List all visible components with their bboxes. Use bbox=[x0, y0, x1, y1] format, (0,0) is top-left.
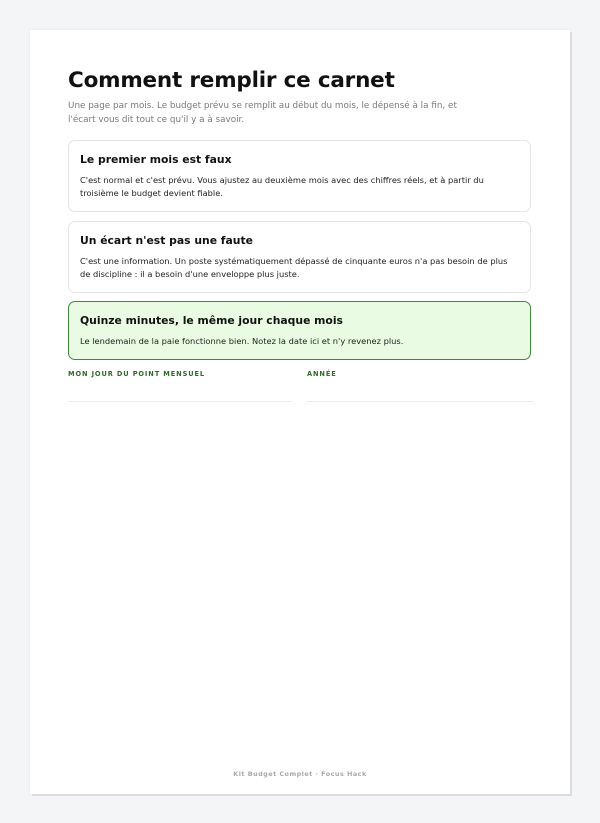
review-day-label: MON JOUR DU POINT MENSUEL bbox=[68, 370, 205, 378]
document-page bbox=[30, 30, 570, 794]
year-write-line[interactable] bbox=[307, 401, 533, 402]
tip-card-title: Le premier mois est faux bbox=[80, 153, 232, 166]
tip-card-title: Quinze minutes, le même jour chaque mois bbox=[80, 314, 343, 327]
review-day-write-line[interactable] bbox=[68, 401, 292, 402]
year-label: ANNÉE bbox=[307, 370, 337, 378]
tip-card-first-month bbox=[68, 140, 531, 212]
tip-card-monthly-review-highlight bbox=[68, 301, 531, 360]
tip-card-body: Le lendemain de la paie fonctionne bien. Notez la date ici et n'y revenez plus. bbox=[80, 336, 404, 346]
tip-card-gap-not-fault bbox=[68, 221, 531, 293]
page-title: Comment remplir ce carnet bbox=[68, 68, 395, 93]
tip-card-title: Un écart n'est pas une faute bbox=[80, 234, 253, 247]
tip-card-body: C'est normal et c'est prévu. Vous ajustez au deuxième mois avec des chiffres réels, et à partir du troisième le budget devient fiable. bbox=[80, 175, 484, 198]
tip-card-body: C'est une information. Un poste systématiquement dépassé de cinquante euros n'a pas besoin de plus de discipline : il a besoin d'une enveloppe plus juste. bbox=[80, 256, 508, 279]
intro-paragraph: Une page par mois. Le budget prévu se remplit au début du mois, le dépensé à la fin, et l'écart vous dit tout ce qu'il y a à savoir. bbox=[68, 101, 457, 125]
page-footer: Kit Budget Complet · Focus Hack bbox=[233, 770, 367, 778]
